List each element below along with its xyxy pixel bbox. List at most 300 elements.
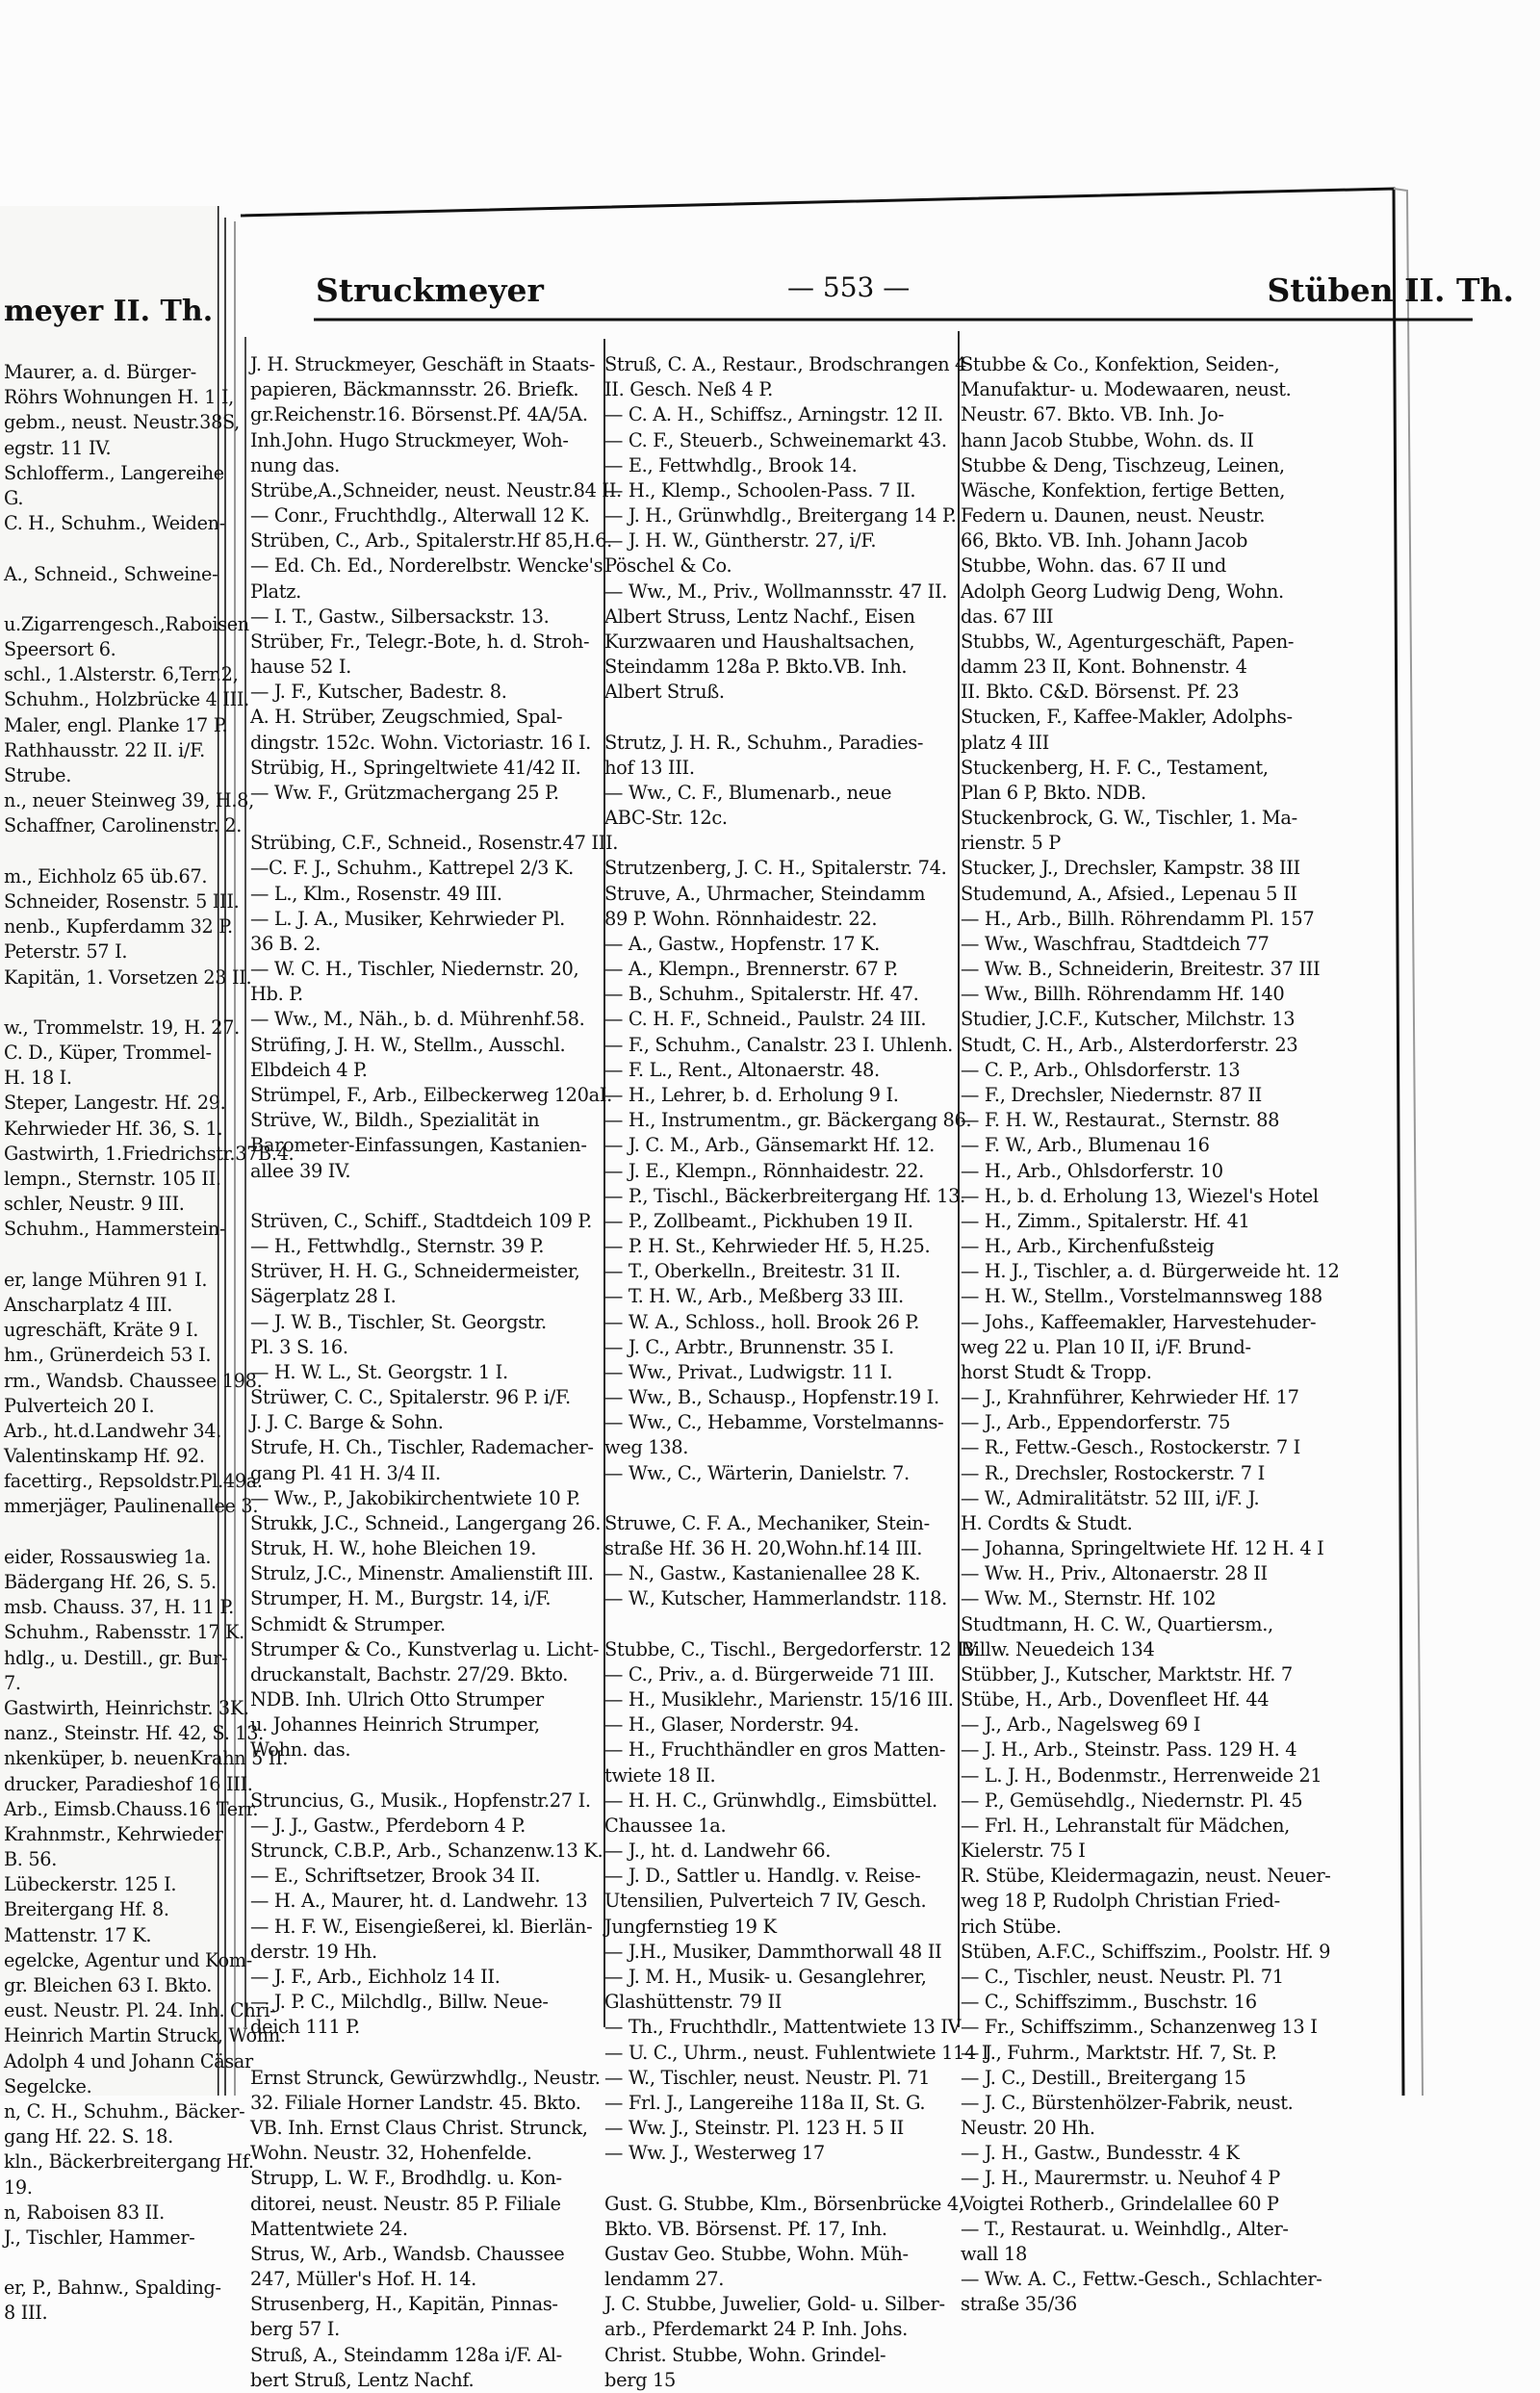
directory-line: Elbdeich 4 P. xyxy=(250,1058,368,1081)
directory-line: Wohn. Neustr. 32, Hohenfelde. xyxy=(250,2142,532,2165)
directory-line: — H. F. W., Eisengießerei, kl. Bierlän- xyxy=(250,1915,593,1938)
directory-line: Utensilien, Pulverteich 7 IV, Gesch. xyxy=(604,1890,927,1913)
directory-line: — C., Priv., a. d. Bürgerweide 71 III. xyxy=(604,1662,935,1685)
previous-page-line: Schlofferm., Langereihe xyxy=(4,461,224,484)
directory-line: —C. F. J., Schuhm., Kattrepel 2/3 K. xyxy=(250,857,574,880)
directory-line: Platz. xyxy=(250,579,301,603)
directory-line: — L., Klm., Rosenstr. 49 III. xyxy=(250,882,502,905)
directory-line: — H., Lehrer, b. d. Erholung 9 I. xyxy=(604,1083,899,1106)
directory-line: Voigtei Rotherb., Grindelallee 60 P xyxy=(961,2192,1279,2215)
directory-line: — A., Gastw., Hopfenstr. 17 K. xyxy=(604,932,880,955)
previous-page-line: Schuhm., Holzbrücke 4 III. xyxy=(4,688,249,711)
directory-line: Barometer-Einfassungen, Kastanien- xyxy=(250,1134,587,1157)
directory-line: Wäsche, Konfektion, fertige Betten, xyxy=(961,478,1286,502)
directory-line: — J.H., Musiker, Dammthorwall 48 II xyxy=(604,1940,942,1963)
directory-line: — T., Oberkelln., Breitestr. 31 II. xyxy=(604,1260,901,1283)
previous-page-line: Strube. xyxy=(4,764,72,786)
previous-page-line: egstr. 11 IV. xyxy=(4,436,112,459)
directory-line: Struß, C. A., Restaur., Brodschrangen 4 xyxy=(604,353,967,375)
directory-line: Billw. Neuedeich 134 xyxy=(961,1637,1155,1660)
directory-line: — R., Fettw.-Gesch., Rostockerstr. 7 I xyxy=(961,1436,1300,1459)
directory-line: — H., Arb., Ohlsdorferstr. 10 xyxy=(961,1159,1223,1182)
directory-line: — Ww., C., Wärterin, Danielstr. 7. xyxy=(604,1461,910,1484)
previous-page-line: Röhrs Wohnungen H. 1 I, xyxy=(4,386,234,409)
directory-line: Mattentwiete 24. xyxy=(250,2217,408,2240)
directory-line: Struß, A., Steindamm 128a i/F. Al- xyxy=(250,2343,562,2366)
directory-line: — C. F., Steuerb., Schweinemarkt 43. xyxy=(604,428,947,451)
directory-line xyxy=(250,806,619,831)
directory-line: — H., Arb., Billh. Röhrendamm Pl. 157 xyxy=(961,907,1315,930)
directory-line: — J. C., Destill., Breitergang 15 xyxy=(961,2066,1246,2089)
directory-line: Manufaktur- u. Modewaaren, neust. xyxy=(961,378,1292,401)
directory-line: — A., Klempn., Brennerstr. 67 P. xyxy=(604,958,898,981)
directory-line: Struk, H. W., hohe Bleichen 19. xyxy=(250,1537,537,1560)
directory-line: Wohn. das. xyxy=(250,1738,351,1762)
directory-line: Plan 6 P, Bkto. NDB. xyxy=(961,781,1146,804)
directory-line: Studtmann, H. C. W., Quartiersm., xyxy=(961,1612,1273,1635)
directory-line: Stucken, F., Kaffee-Makler, Adolphs- xyxy=(961,706,1293,729)
directory-line: — J. F., Arb., Eichholz 14 II. xyxy=(250,1966,500,1988)
directory-line: — Conr., Fruchthdlg., Alterwall 12 K. xyxy=(250,504,590,527)
directory-line: Stuckenberg, H. F. C., Testament, xyxy=(961,756,1269,779)
previous-page-line: Schuhm., Rabensstr. 17 K. xyxy=(4,1621,244,1644)
directory-line: Pöschel & Co. xyxy=(604,554,732,578)
directory-line: J. C. Stubbe, Juwelier, Gold- u. Silber- xyxy=(604,2293,945,2316)
directory-line: Strübig, H., Springeltwiete 41/42 II. xyxy=(250,756,581,779)
directory-line: papieren, Bäckmannsstr. 26. Briefk. xyxy=(250,378,579,401)
previous-page-line: H. 18 I. xyxy=(4,1067,72,1090)
directory-line: derstr. 19 Hh. xyxy=(250,1940,377,1963)
directory-line: — Frl. J., Langereihe 118a II, St. G. xyxy=(604,2091,926,2114)
directory-line: Struve, A., Uhrmacher, Steindamm xyxy=(604,882,926,905)
directory-line: nung das. xyxy=(250,453,340,476)
directory-line: — Ww. H., Priv., Altonaerstr. 28 II xyxy=(961,1562,1268,1585)
previous-page-line: Adolph 4 und Johann Cäsar xyxy=(4,2049,253,2072)
directory-line: Studt, C. H., Arb., Alsterdorferstr. 23 xyxy=(961,1033,1298,1056)
directory-line: arb., Pferdemarkt 24 P. Inh. Johs. xyxy=(604,2318,908,2341)
directory-line: Strüber, Fr., Telegr.-Bote, h. d. Stroh- xyxy=(250,630,590,653)
previous-page-line xyxy=(4,991,218,1016)
directory-line: Strufe, H. Ch., Tischler, Rademacher- xyxy=(250,1436,594,1459)
directory-line: — W., Tischler, neust. Neustr. Pl. 71 xyxy=(604,2066,931,2089)
directory-line: Stubbe, C., Tischl., Bergedorferstr. 12 IV. xyxy=(604,1637,980,1660)
directory-line: — F., Schuhm., Canalstr. 23 I. Uhlenh. xyxy=(604,1033,953,1056)
column-1 xyxy=(250,352,622,2393)
previous-page-line xyxy=(4,2251,218,2276)
directory-line: — Ww. M., Sternstr. Hf. 102 xyxy=(961,1587,1217,1610)
previous-page-line xyxy=(4,587,218,612)
directory-line: — J. P. C., Milchdlg., Billw. Neue- xyxy=(250,1991,549,2014)
previous-page-line: Rathhausstr. 22 II. i/F. xyxy=(4,738,205,761)
directory-line: — C. P., Arb., Ohlsdorferstr. 13 xyxy=(961,1058,1241,1081)
directory-line: — P., Zollbeamt., Pickhuben 19 II. xyxy=(604,1209,913,1232)
previous-page-line: Gastwirth, 1.Friedrichstr.37B.4. xyxy=(4,1142,295,1165)
directory-line: Struncius, G., Musik., Hopfenstr.27 I. xyxy=(250,1788,591,1812)
previous-page-line: Maler, engl. Planke 17 P. xyxy=(4,713,228,736)
directory-line: — L. J. H., Bodenmstr., Herrenweide 21 xyxy=(961,1763,1322,1787)
directory-line: Struwe, C. F. A., Mechaniker, Stein- xyxy=(604,1511,930,1534)
previous-page-line: n, Raboisen 83 II. xyxy=(4,2200,165,2224)
previous-page-line: gr. Bleichen 63 I. Bkto. xyxy=(4,1974,213,1996)
directory-line: — J. J., Gastw., Pferdeborn 4 P. xyxy=(250,1814,526,1837)
directory-line: Kielerstr. 75 I xyxy=(961,1840,1086,1863)
previous-page-line: hdlg., u. Destill., gr. Bur- xyxy=(4,1646,228,1669)
directory-line: Strus, W., Arb., Wandsb. Chaussee xyxy=(250,2242,565,2265)
directory-line: — J. H., Grünwhdlg., Breitergang 14 P. xyxy=(604,504,957,527)
directory-line: — J. C. M., Arb., Gänsemarkt Hf. 12. xyxy=(604,1134,935,1157)
directory-line: II. Gesch. Neß 4 P. xyxy=(604,378,773,401)
previous-page-line: msb. Chauss. 37, H. 11 P. xyxy=(4,1596,234,1619)
directory-line: — T., Restaurat. u. Weinhdlg., Alter- xyxy=(961,2217,1289,2240)
previous-page-line: G. xyxy=(4,486,24,509)
directory-line: — I. T., Gastw., Silbersackstr. 13. xyxy=(250,605,550,628)
previous-page-line: nanz., Steinstr. Hf. 42, S. 13. xyxy=(4,1722,264,1745)
directory-line: — Ww., Billh. Röhrendamm Hf. 140 xyxy=(961,983,1285,1006)
column-3 xyxy=(961,352,1340,2317)
directory-line: ditorei, neust. Neustr. 85 P. Filiale xyxy=(250,2192,561,2215)
directory-line: — J. H. W., Güntherstr. 27, i/F. xyxy=(604,529,877,553)
previous-page-line: eust. Neustr. Pl. 24. Inh. Chri- xyxy=(4,1999,276,2022)
directory-line: — W., Admiralitätstr. 52 III, i/F. J. xyxy=(961,1486,1260,1509)
directory-line: Pl. 3 S. 16. xyxy=(250,1335,348,1358)
directory-line: lendamm 27. xyxy=(604,2268,725,2291)
directory-line: Strukk, J.C., Schneid., Langergang 26. xyxy=(250,1511,602,1534)
previous-page-line xyxy=(4,536,218,561)
directory-line: NDB. Inh. Ulrich Otto Strumper xyxy=(250,1688,544,1711)
directory-line: — Ww., P., Jakobikirchentwiete 10 P. xyxy=(250,1486,580,1509)
previous-page-line: w., Trommelstr. 19, H. 27. xyxy=(4,1016,240,1039)
directory-line: — J. C., Arbtr., Brunnenstr. 35 I. xyxy=(604,1335,894,1358)
directory-line: Neustr. 67. Bkto. VB. Inh. Jo- xyxy=(961,403,1224,426)
previous-page-line: lempn., Sternstr. 105 II. xyxy=(4,1168,221,1190)
directory-line: R. Stübe, Kleidermagazin, neust. Neuer- xyxy=(961,1865,1331,1888)
page-number: — 553 — xyxy=(787,271,911,303)
directory-line: horst Studt & Tropp. xyxy=(961,1360,1152,1383)
directory-line: — J., Arb., Nagelsweg 69 I xyxy=(961,1713,1201,1737)
previous-page-line: schler, Neustr. 9 III. xyxy=(4,1193,185,1216)
directory-line: 89 P. Wohn. Rönnhaidestr. 22. xyxy=(604,907,878,930)
directory-line xyxy=(250,1184,619,1209)
directory-line: Strupp, L. W. F., Brodhdlg. u. Kon- xyxy=(250,2167,562,2190)
directory-line: weg 138. xyxy=(604,1436,689,1459)
directory-line: 66, Bkto. VB. Inh. Johann Jacob xyxy=(961,529,1248,553)
previous-page-line: Valentinskamp Hf. 92. xyxy=(4,1445,205,1468)
previous-page-line: egelcke, Agentur und Kom- xyxy=(4,1948,252,1971)
previous-page-line: 19. xyxy=(4,2175,33,2199)
directory-line: — J. F., Kutscher, Badestr. 8. xyxy=(250,681,507,704)
previous-page-line: Schneider, Rosenstr. 5 III. xyxy=(4,889,240,913)
directory-line: Christ. Stubbe, Wohn. Grindel- xyxy=(604,2343,886,2366)
directory-line: — C. A. H., Schiffsz., Arningstr. 12 II. xyxy=(604,403,943,426)
previous-page-line: ugreschäft, Kräte 9 I. xyxy=(4,1319,199,1342)
directory-line: Stubbs, W., Agenturgeschäft, Papen- xyxy=(961,630,1295,653)
directory-line xyxy=(604,1486,954,1511)
previous-page-line: Peterstr. 57 I. xyxy=(4,940,128,964)
directory-line: — Johs., Kaffeemakler, Harvestehuder- xyxy=(961,1310,1317,1333)
previous-page-line: m., Eichholz 65 üb.67. xyxy=(4,864,208,888)
running-head xyxy=(316,271,1514,312)
directory-line: ABC-Str. 12c. xyxy=(604,807,728,830)
directory-line: — Fr., Schiffszimm., Schanzenweg 13 I xyxy=(961,2016,1318,2039)
directory-line: Stübber, J., Kutscher, Marktstr. Hf. 7 xyxy=(961,1662,1293,1685)
previous-page-line: nenb., Kupferdamm 32 P. xyxy=(4,915,233,939)
directory-line: — H. J., Tischler, a. d. Bürgerweide ht. 12 xyxy=(961,1260,1340,1283)
previous-page-line: kln., Bäckerbreitergang Hf. xyxy=(4,2150,254,2174)
directory-line: — Ww. F., Grützmachergang 25 P. xyxy=(250,781,559,804)
directory-line: — H., Fruchthändler en gros Matten- xyxy=(604,1738,946,1762)
previous-page-line: facettirg., Repsoldstr.Pl.49a. xyxy=(4,1470,263,1493)
directory-line: — Ww., M., Näh., b. d. Mührenhf.58. xyxy=(250,1008,585,1031)
directory-line: Strübing, C.F., Schneid., Rosenstr.47 III. xyxy=(250,832,619,855)
directory-line: Stubbe & Co., Konfektion, Seiden-, xyxy=(961,353,1280,375)
previous-page-line: 7. xyxy=(4,1671,21,1694)
directory-line: hann Jacob Stubbe, Wohn. ds. II xyxy=(961,428,1254,451)
directory-line: — H. W., Stellm., Vorstelmannsweg 188 xyxy=(961,1285,1322,1308)
directory-line: damm 23 II, Kont. Bohnenstr. 4 xyxy=(961,656,1247,679)
directory-line: Adolph Georg Ludwig Deng, Wohn. xyxy=(961,579,1284,603)
directory-line: Chaussee 1a. xyxy=(604,1814,727,1837)
previous-page-line: 8 III. xyxy=(4,2302,48,2325)
directory-line: — C. H. F., Schneid., Paulstr. 24 III. xyxy=(604,1008,927,1031)
previous-page-line: Schaffner, Carolinenstr. 2. xyxy=(4,814,243,837)
directory-line: — Ww., Waschfrau, Stadtdeich 77 xyxy=(961,932,1270,955)
directory-line: — J., Arb., Eppendorferstr. 75 xyxy=(961,1411,1231,1434)
directory-line: — Ww. J., Steinstr. Pl. 123 H. 5 II xyxy=(604,2117,904,2140)
directory-line: Strüwer, C. C., Spitalerstr. 96 P. i/F. xyxy=(250,1386,571,1409)
directory-line: — F. W., Arb., Blumenau 16 xyxy=(961,1134,1210,1157)
directory-line: — J. H., Gastw., Bundesstr. 4 K xyxy=(961,2142,1240,2165)
directory-line: das. 67 III xyxy=(961,605,1054,628)
directory-line: Studier, J.C.F., Kutscher, Milchstr. 13 xyxy=(961,1008,1296,1031)
previous-page-line: Maurer, a. d. Bürger- xyxy=(4,361,196,383)
previous-page-line: C. H., Schuhm., Weiden- xyxy=(4,512,225,535)
previous-page-line: er, lange Mühren 91 I. xyxy=(4,1268,208,1291)
directory-line: — F. H. W., Restaurat., Sternstr. 88 xyxy=(961,1109,1280,1132)
directory-line: — Ww., C., Hebamme, Vorstelmanns- xyxy=(604,1411,944,1434)
directory-line: A. H. Strüber, Zeugschmied, Spal- xyxy=(250,706,563,729)
directory-line: Strulz, J.C., Minenstr. Amalienstift III. xyxy=(250,1562,594,1585)
directory-line: platz 4 III xyxy=(961,731,1049,754)
previous-page-header: meyer II. Th. xyxy=(4,295,214,328)
directory-line: — W. C. H., Tischler, Niedernstr. 20, xyxy=(250,958,579,981)
directory-line: — J. H., Arb., Steinstr. Pass. 129 H. 4 xyxy=(961,1738,1297,1762)
directory-line: — H. A., Maurer, ht. d. Landwehr. 13 xyxy=(250,1890,588,1913)
directory-line: — J., Krahnführer, Kehrwieder Hf. 17 xyxy=(961,1386,1299,1409)
directory-line: — R., Drechsler, Rostockerstr. 7 I xyxy=(961,1461,1265,1484)
running-head-right: Stüben II. Th. xyxy=(1267,271,1514,309)
directory-line: Strusenberg, H., Kapitän, Pinnas- xyxy=(250,2293,558,2316)
directory-line: — Ww., M., Priv., Wollmannsstr. 47 II. xyxy=(604,579,948,603)
directory-line: Gust. G. Stubbe, Klm., Börsenbrücke 4, xyxy=(604,2192,964,2215)
previous-page-line: Breitergang Hf. 8. xyxy=(4,1898,169,1921)
directory-line: straße Hf. 36 H. 20,Wohn.hf.14 III. xyxy=(604,1537,923,1560)
directory-line: berg 15 xyxy=(604,2368,676,2391)
directory-line: Strutz, J. H. R., Schuhm., Paradies- xyxy=(604,731,924,754)
directory-line: weg 18 P, Rudolph Christian Fried- xyxy=(961,1890,1280,1913)
previous-page-line: Gastwirth, Heinrichstr. 3K. xyxy=(4,1696,249,1719)
directory-line: Stuckenbrock, G. W., Tischler, 1. Ma- xyxy=(961,807,1297,830)
directory-line: wall 18 xyxy=(961,2242,1027,2265)
directory-line: Albert Struss, Lentz Nachf., Eisen xyxy=(604,605,915,628)
directory-line: deich 111 P. xyxy=(250,2016,360,2039)
directory-line: — Th., Fruchthdlr., Mattentwiete 13 IV xyxy=(604,2016,962,2039)
directory-line: — J., ht. d. Landwehr 66. xyxy=(604,1840,832,1863)
directory-line: berg 57 I. xyxy=(250,2318,340,2341)
directory-line: — Ww., B., Schausp., Hopfenstr.19 I. xyxy=(604,1386,939,1409)
directory-line: Stubbe & Deng, Tischzeug, Leinen, xyxy=(961,453,1285,476)
directory-line: Neustr. 20 Hh. xyxy=(961,2117,1095,2140)
directory-line: — H., Instrumentm., gr. Bäckergang 86. xyxy=(604,1109,972,1132)
directory-line: 36 B. 2. xyxy=(250,932,321,955)
directory-line xyxy=(250,2041,619,2066)
directory-line: — H., Musiklehr., Marienstr. 15/16 III. xyxy=(604,1688,954,1711)
directory-line: — T. H. W., Arb., Meßberg 33 III. xyxy=(604,1285,904,1308)
directory-line: — C., Schiffszimm., Buschstr. 16 xyxy=(961,1991,1257,2014)
directory-line: Strunck, C.B.P., Arb., Schanzenw.13 K. xyxy=(250,1840,603,1863)
previous-page-line: Pulverteich 20 I. xyxy=(4,1394,155,1417)
previous-page-line: Lübeckerstr. 125 I. xyxy=(4,1873,177,1896)
directory-line: — P., Gemüsehdlg., Niedernstr. Pl. 45 xyxy=(961,1788,1303,1812)
directory-line: — H., b. d. Erholung 13, Wiezel's Hotel xyxy=(961,1184,1319,1207)
directory-line: Stübe, H., Arb., Dovenfleet Hf. 44 xyxy=(961,1688,1270,1711)
previous-page-line: mmerjäger, Paulinenallee 3. xyxy=(4,1495,259,1518)
previous-page-line: u.Zigarrengesch.,Raboisen xyxy=(4,612,249,635)
directory-line xyxy=(604,831,954,856)
directory-line: Strüven, C., Schiff., Stadtdeich 109 P. xyxy=(250,1209,592,1232)
directory-line: — W., Kutscher, Hammerlandstr. 118. xyxy=(604,1587,947,1610)
directory-line: — H., Klemp., Schoolen-Pass. 7 II. xyxy=(604,478,916,502)
directory-line: Strübe,A.,Schneider, neust. Neustr.84 II. xyxy=(250,478,622,502)
directory-line: gr.Reichenstr.16. Börsenst.Pf. 4A/5A. xyxy=(250,403,588,426)
directory-line: Studemund, A., Afsied., Lepenau 5 II xyxy=(961,882,1297,905)
directory-line: Strüve, W., Bildh., Spezialität in xyxy=(250,1109,540,1132)
directory-line: druckanstalt, Bachstr. 27/29. Bkto. xyxy=(250,1662,569,1685)
previous-page-line: drucker, Paradieshof 16 III. xyxy=(4,1772,253,1795)
directory-line: — N., Gastw., Kastanienallee 28 K. xyxy=(604,1562,921,1585)
directory-line: Inh.John. Hugo Struckmeyer, Woh- xyxy=(250,428,569,451)
directory-line: u. Johannes Heinrich Strumper, xyxy=(250,1713,540,1737)
directory-line: Strumper, H. M., Burgstr. 14, i/F. xyxy=(250,1587,552,1610)
directory-line: gang Pl. 41 H. 3/4 II. xyxy=(250,1461,441,1484)
directory-line: Strüfing, J. H. W., Stellm., Ausschl. xyxy=(250,1033,566,1056)
directory-line: twiete 18 II. xyxy=(604,1763,716,1787)
directory-line: 247, Müller's Hof. H. 14. xyxy=(250,2268,476,2291)
directory-line: Stucker, J., Drechsler, Kampstr. 38 III xyxy=(961,857,1300,880)
directory-line: — C., Tischler, neust. Neustr. Pl. 71 xyxy=(961,1966,1284,1988)
directory-line: Strutzenberg, J. C. H., Spitalerstr. 74. xyxy=(604,857,947,880)
directory-line: — L. J. A., Musiker, Kehrwieder Pl. xyxy=(250,907,565,930)
directory-line: — P. H. St., Kehrwieder Hf. 5, H.25. xyxy=(604,1235,931,1258)
directory-line: Strumper & Co., Kunstverlag u. Licht- xyxy=(250,1637,600,1660)
previous-page-line: n, C. H., Schuhm., Bäcker- xyxy=(4,2099,245,2123)
previous-page-line: nkenküper, b. neuenKrahn 5 II. xyxy=(4,1747,289,1770)
directory-line: — F. L., Rent., Altonaerstr. 48. xyxy=(604,1058,880,1081)
directory-line: — H., Arb., Kirchenfußsteig xyxy=(961,1235,1215,1258)
directory-line: Strüben, C., Arb., Spitalerstr.Hf 85,H.6. xyxy=(250,529,612,553)
previous-page-line: Heinrich Martin Struck, Wohn. xyxy=(4,2024,286,2047)
directory-line: — H., Zimm., Spitalerstr. Hf. 41 xyxy=(961,1209,1250,1232)
directory-line: rienstr. 5 P xyxy=(961,832,1061,855)
directory-line: hof 13 III. xyxy=(604,756,695,779)
previous-page-line: B. 56. xyxy=(4,1848,58,1871)
previous-page-line: Kehrwieder Hf. 36, S. 1. xyxy=(4,1117,223,1140)
previous-page-line xyxy=(4,1520,218,1545)
directory-line: — P., Tischl., Bäckerbreitergang Hf. 13. xyxy=(604,1184,965,1207)
previous-page-line: gang Hf. 22. S. 18. xyxy=(4,2125,173,2149)
directory-line: — J. E., Klempn., Rönnhaidestr. 22. xyxy=(604,1159,924,1182)
directory-line: — W. A., Schloss., holl. Brook 26 P. xyxy=(604,1310,920,1333)
previous-page-line: Schuhm., Hammerstein- xyxy=(4,1218,226,1241)
directory-line: — J. W. B., Tischler, St. Georgstr. xyxy=(250,1310,547,1333)
directory-line: 32. Filiale Horner Landstr. 45. Bkto. xyxy=(250,2091,581,2114)
previous-page-line: n., neuer Steinweg 39, H.8, xyxy=(4,789,254,812)
directory-line: — J. D., Sattler u. Handlg. v. Reise- xyxy=(604,1865,921,1888)
directory-line: VB. Inh. Ernst Claus Christ. Strunck, xyxy=(250,2117,588,2140)
directory-line: — J. H., Maurermstr. u. Neuhof 4 P xyxy=(961,2167,1280,2190)
directory-line: Glashüttenstr. 79 II xyxy=(604,1991,783,2014)
running-head-left: Struckmeyer xyxy=(316,271,544,309)
directory-line xyxy=(250,1763,619,1788)
directory-line: Stüben, A.F.C., Schiffszim., Poolstr. Hf. 9 xyxy=(961,1940,1331,1963)
directory-line: Schmidt & Strumper. xyxy=(250,1612,446,1635)
previous-page-line: Mattenstr. 17 K. xyxy=(4,1923,152,1946)
directory-line: bert Struß, Lentz Nachf. xyxy=(250,2368,475,2391)
directory-line: allee 39 IV. xyxy=(250,1159,351,1182)
previous-page-line: er, P., Bahnw., Spalding- xyxy=(4,2277,221,2300)
directory-line: Federn u. Daunen, neust. Neustr. xyxy=(961,504,1266,527)
directory-line: — J. M. H., Musik- u. Gesanglehrer, xyxy=(604,1966,927,1988)
previous-page-line: Anscharplatz 4 III. xyxy=(4,1293,172,1316)
directory-line: — E., Fettwhdlg., Brook 14. xyxy=(604,453,858,476)
previous-page-line: Arb., ht.d.Landwehr 34. xyxy=(4,1419,222,1442)
directory-line: weg 22 u. Plan 10 II, i/F. Brund- xyxy=(961,1335,1251,1358)
directory-line: — Ww. A. C., Fettw.-Gesch., Schlachter- xyxy=(961,2268,1322,2291)
directory-line: Steindamm 128a P. Bkto.VB. Inh. xyxy=(604,656,908,679)
directory-line xyxy=(604,2166,954,2191)
previous-page-line: Speersort 6. xyxy=(4,638,116,661)
directory-line xyxy=(604,1612,954,1637)
directory-line: Stubbe, Wohn. das. 67 II und xyxy=(961,554,1226,578)
directory-line: Bkto. VB. Börsenst. Pf. 17, Inh. xyxy=(604,2217,887,2240)
previous-page-line: Steper, Langestr. Hf. 29. xyxy=(4,1092,226,1115)
previous-page-line: rm., Wandsb. Chaussee 198. xyxy=(4,1369,263,1392)
directory-line: — Ww. B., Schneiderin, Breitestr. 37 III xyxy=(961,958,1321,981)
directory-page xyxy=(237,198,1514,2391)
directory-line: straße 35/36 xyxy=(961,2293,1077,2316)
directory-line: J. J. C. Barge & Sohn. xyxy=(250,1411,444,1434)
directory-line: hause 52 I. xyxy=(250,656,351,679)
directory-line: Albert Struß. xyxy=(604,681,725,704)
directory-line: — Johanna, Springeltwiete Hf. 12 H. 4 I xyxy=(961,1537,1324,1560)
previous-page-line: A., Schneid., Schweine- xyxy=(4,562,218,585)
directory-line: — Ww. J., Westerweg 17 xyxy=(604,2142,825,2165)
previous-page-line: C. D., Küper, Trommel- xyxy=(4,1042,212,1065)
previous-page-line: Krahnmstr., Kehrwieder xyxy=(4,1822,223,1845)
directory-line: dingstr. 152c. Wohn. Victoriastr. 16 I. xyxy=(250,731,591,754)
directory-line: — F., Drechsler, Niedernstr. 87 II xyxy=(961,1083,1262,1106)
previous-page-line: Bädergang Hf. 26, S. 5. xyxy=(4,1571,217,1593)
previous-page-line: Arb., Eimsb.Chauss.16 Terr. xyxy=(4,1797,259,1820)
previous-page-line xyxy=(4,1243,218,1268)
directory-line: — Ww., Privat., Ludwigstr. 11 I. xyxy=(604,1360,893,1383)
previous-page-line: schl., 1.Alsterstr. 6,Terr.2, xyxy=(4,663,239,686)
directory-line: II. Bkto. C&D. Börsenst. Pf. 23 xyxy=(961,681,1240,704)
directory-line: — Ww., C. F., Blumenarb., neue xyxy=(604,781,892,804)
previous-page-line: Segelcke. xyxy=(4,2074,92,2097)
directory-line: — H., Fettwhdlg., Sternstr. 39 P. xyxy=(250,1235,545,1258)
directory-line: rich Stübe. xyxy=(961,1915,1062,1938)
directory-line: — H. W. L., St. Georgstr. 1 I. xyxy=(250,1360,508,1383)
